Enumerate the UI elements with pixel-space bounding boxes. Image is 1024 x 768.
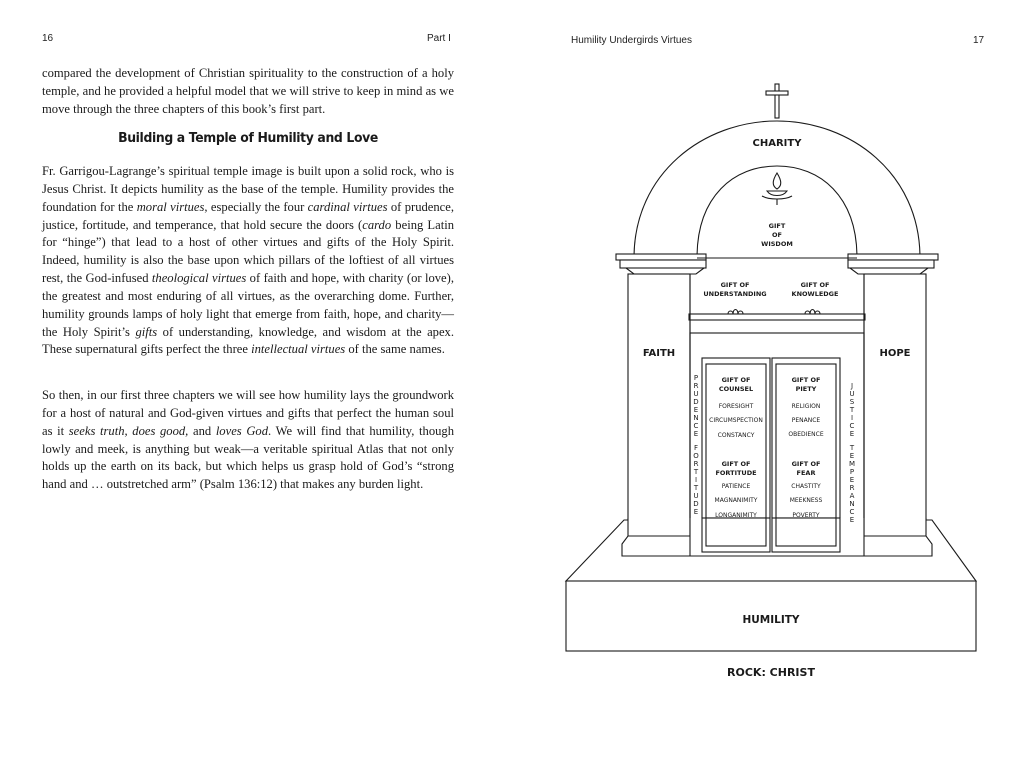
- fortitude-title-2: FORTITUDE: [715, 469, 757, 477]
- letter: F: [693, 444, 699, 452]
- knowledge-line-2: KNOWLEDGE: [791, 290, 839, 298]
- lamp-icon: [762, 173, 792, 205]
- text-run-italic: gifts: [135, 324, 158, 339]
- letter: D: [693, 398, 699, 406]
- letter: U: [693, 390, 699, 398]
- cross-icon: [766, 84, 788, 118]
- text-run-italic: theological virtues: [151, 271, 247, 286]
- wisdom-line-1: GIFT: [768, 222, 786, 230]
- charity-label: CHARITY: [752, 138, 802, 149]
- left-capital: [616, 254, 706, 274]
- letter: C: [849, 508, 855, 516]
- letter: U: [693, 492, 699, 500]
- faith-label: FAITH: [642, 348, 676, 359]
- section-heading: Building a Temple of Humility and Love: [118, 130, 378, 146]
- counsel-item: CONSTANCY: [717, 432, 755, 439]
- humility-label: HUMILITY: [742, 614, 800, 626]
- running-head-part: Part I: [427, 33, 451, 44]
- text-run: being Latin for “hinge”) that lead to a host of other virtues and gifts of the Holy Spirit. Indeed, humility is also the base upon which pillars of the loftiest of all virtues rest, the God-infused: [42, 217, 455, 286]
- letter: E: [849, 516, 855, 524]
- piety-item: OBEDIENCE: [788, 431, 824, 438]
- understanding-line-1: GIFT OF: [720, 281, 750, 289]
- text-run-italic: seeks truth, does good,: [68, 423, 189, 438]
- text-run-italic: intellectual virtues: [251, 342, 346, 357]
- temple-svg: [564, 78, 994, 698]
- letter: E: [849, 430, 855, 438]
- letter: P: [693, 374, 699, 382]
- letter: T: [849, 406, 855, 414]
- hope-label: HOPE: [879, 348, 911, 359]
- text-run-italic: moral virtues: [136, 199, 205, 214]
- letter: E: [849, 452, 855, 460]
- page-number-right: 17: [973, 35, 985, 46]
- knowledge-line-1: GIFT OF: [800, 281, 830, 289]
- text-run: and: [188, 423, 216, 438]
- temperance-label: [849, 444, 855, 524]
- letter: M: [848, 460, 856, 468]
- letter: C: [693, 422, 699, 430]
- intro-paragraph: compared the development of Christian spirituality to the construction of a holy temple, and he provided a helpful model that we will strive to keep in mind as we move through the three chapters of this book’s first part.: [42, 66, 454, 116]
- piety-title-2: PIETY: [795, 385, 817, 393]
- text-run-italic: cardo: [362, 217, 392, 232]
- letter: O: [693, 452, 699, 460]
- letter: I: [850, 414, 854, 422]
- letter: J: [850, 382, 854, 390]
- letter: S: [849, 398, 855, 406]
- letter: P: [849, 468, 855, 476]
- piety-item: PENANCE: [791, 417, 821, 424]
- fortitude-item: MAGNANIMITY: [714, 497, 758, 504]
- fortitude-title-1: GIFT OF: [721, 460, 751, 468]
- paragraph-temple-image: [42, 163, 454, 359]
- wisdom-line-3: WISDOM: [761, 240, 793, 248]
- letter: E: [693, 430, 699, 438]
- letter: R: [693, 382, 699, 390]
- fear-item: CHASTITY: [791, 483, 821, 490]
- letter: R: [693, 460, 699, 468]
- text-run: of faith and hope, with charity (or love), the greatest and most enduring of all virtues, as the overarching dome. Further, humility grounds lamps of holy light that emerge from faith, hope, and charity—the Holy Spirit’s: [42, 271, 454, 339]
- fleur-left-icon: [728, 310, 743, 315]
- letter: E: [849, 476, 855, 484]
- letter: A: [849, 492, 855, 500]
- text-run: of understanding, knowledge, and wisdom at the apex. These supernatural gifts perfect the three: [42, 324, 455, 357]
- justice-label: [849, 382, 855, 438]
- letter: U: [849, 390, 855, 398]
- counsel-item: CIRCUMSPECTION: [709, 417, 763, 424]
- text-run: of prudence, justice, fortitude, and temperance, that hold secure the doors (: [42, 199, 455, 232]
- paragraph-first-chapters: [42, 387, 454, 494]
- text-run: Fr. Garrigou-Lagrange’s spiritual temple image is built upon a solid rock, who is Jesus Christ. It depicts humility as the base of the temple. Humility provides the foundation for the: [42, 164, 454, 214]
- hope-pillar: [864, 274, 926, 544]
- prudence-label: [693, 374, 698, 438]
- text-run-italic: loves God: [215, 423, 269, 438]
- fear-title-1: GIFT OF: [791, 460, 821, 468]
- running-head-title: Humility Undergirds Virtues: [571, 35, 692, 46]
- letter: R: [849, 484, 855, 492]
- letter: E: [693, 406, 699, 414]
- fortitude-item: LONGANIMITY: [715, 512, 757, 519]
- piety-title-1: GIFT OF: [791, 376, 821, 384]
- text-run: So then, in our first three chapters we will see how humility lays the groundwork for a host of natural and God-given virtues and gifts that perfect the human soul as it: [42, 388, 454, 438]
- letter: N: [849, 500, 855, 508]
- fortitude-label: [693, 444, 699, 516]
- fear-item: MEEKNESS: [789, 497, 823, 504]
- letter: N: [693, 414, 699, 422]
- rock-christ-label: ROCK: CHRIST: [727, 666, 815, 679]
- letter: T: [693, 484, 699, 492]
- counsel-title-1: GIFT OF: [721, 376, 751, 384]
- piety-item: RELIGION: [791, 403, 821, 410]
- page-number-left: 16: [42, 33, 54, 44]
- counsel-title-2: COUNSEL: [718, 385, 754, 393]
- fear-item: POVERTY: [792, 512, 820, 519]
- text-run-italic: cardinal virtues: [307, 199, 388, 214]
- right-capital: [848, 254, 938, 274]
- right-page: [512, 0, 1024, 768]
- letter: D: [693, 500, 699, 508]
- letter: E: [693, 508, 699, 516]
- text-run: of the same names.: [345, 342, 445, 357]
- letter: C: [849, 422, 855, 430]
- fear-title-2: FEAR: [796, 469, 816, 477]
- letter: T: [849, 444, 855, 452]
- understanding-line-2: UNDERSTANDING: [703, 290, 767, 298]
- wisdom-line-2: OF: [772, 231, 782, 239]
- temple-diagram: [564, 78, 994, 698]
- text-run: . We will find that humility, though lowly and meek, is anything but weak—a veritable spiritual Atlas that not only holds up the earth on its back, but which helps us grasp hold of God’s “strong hand and … outstretched arm” (Psalm 136:12) that makes any burden light.: [42, 423, 455, 492]
- fortitude-item: PATIENCE: [721, 483, 751, 490]
- text-run: , especially the four: [204, 199, 308, 214]
- letter: T: [693, 468, 699, 476]
- counsel-item: FORESIGHT: [718, 403, 754, 410]
- letter: I: [694, 476, 698, 484]
- fleur-right-icon: [805, 310, 820, 315]
- faith-pillar: [628, 274, 690, 544]
